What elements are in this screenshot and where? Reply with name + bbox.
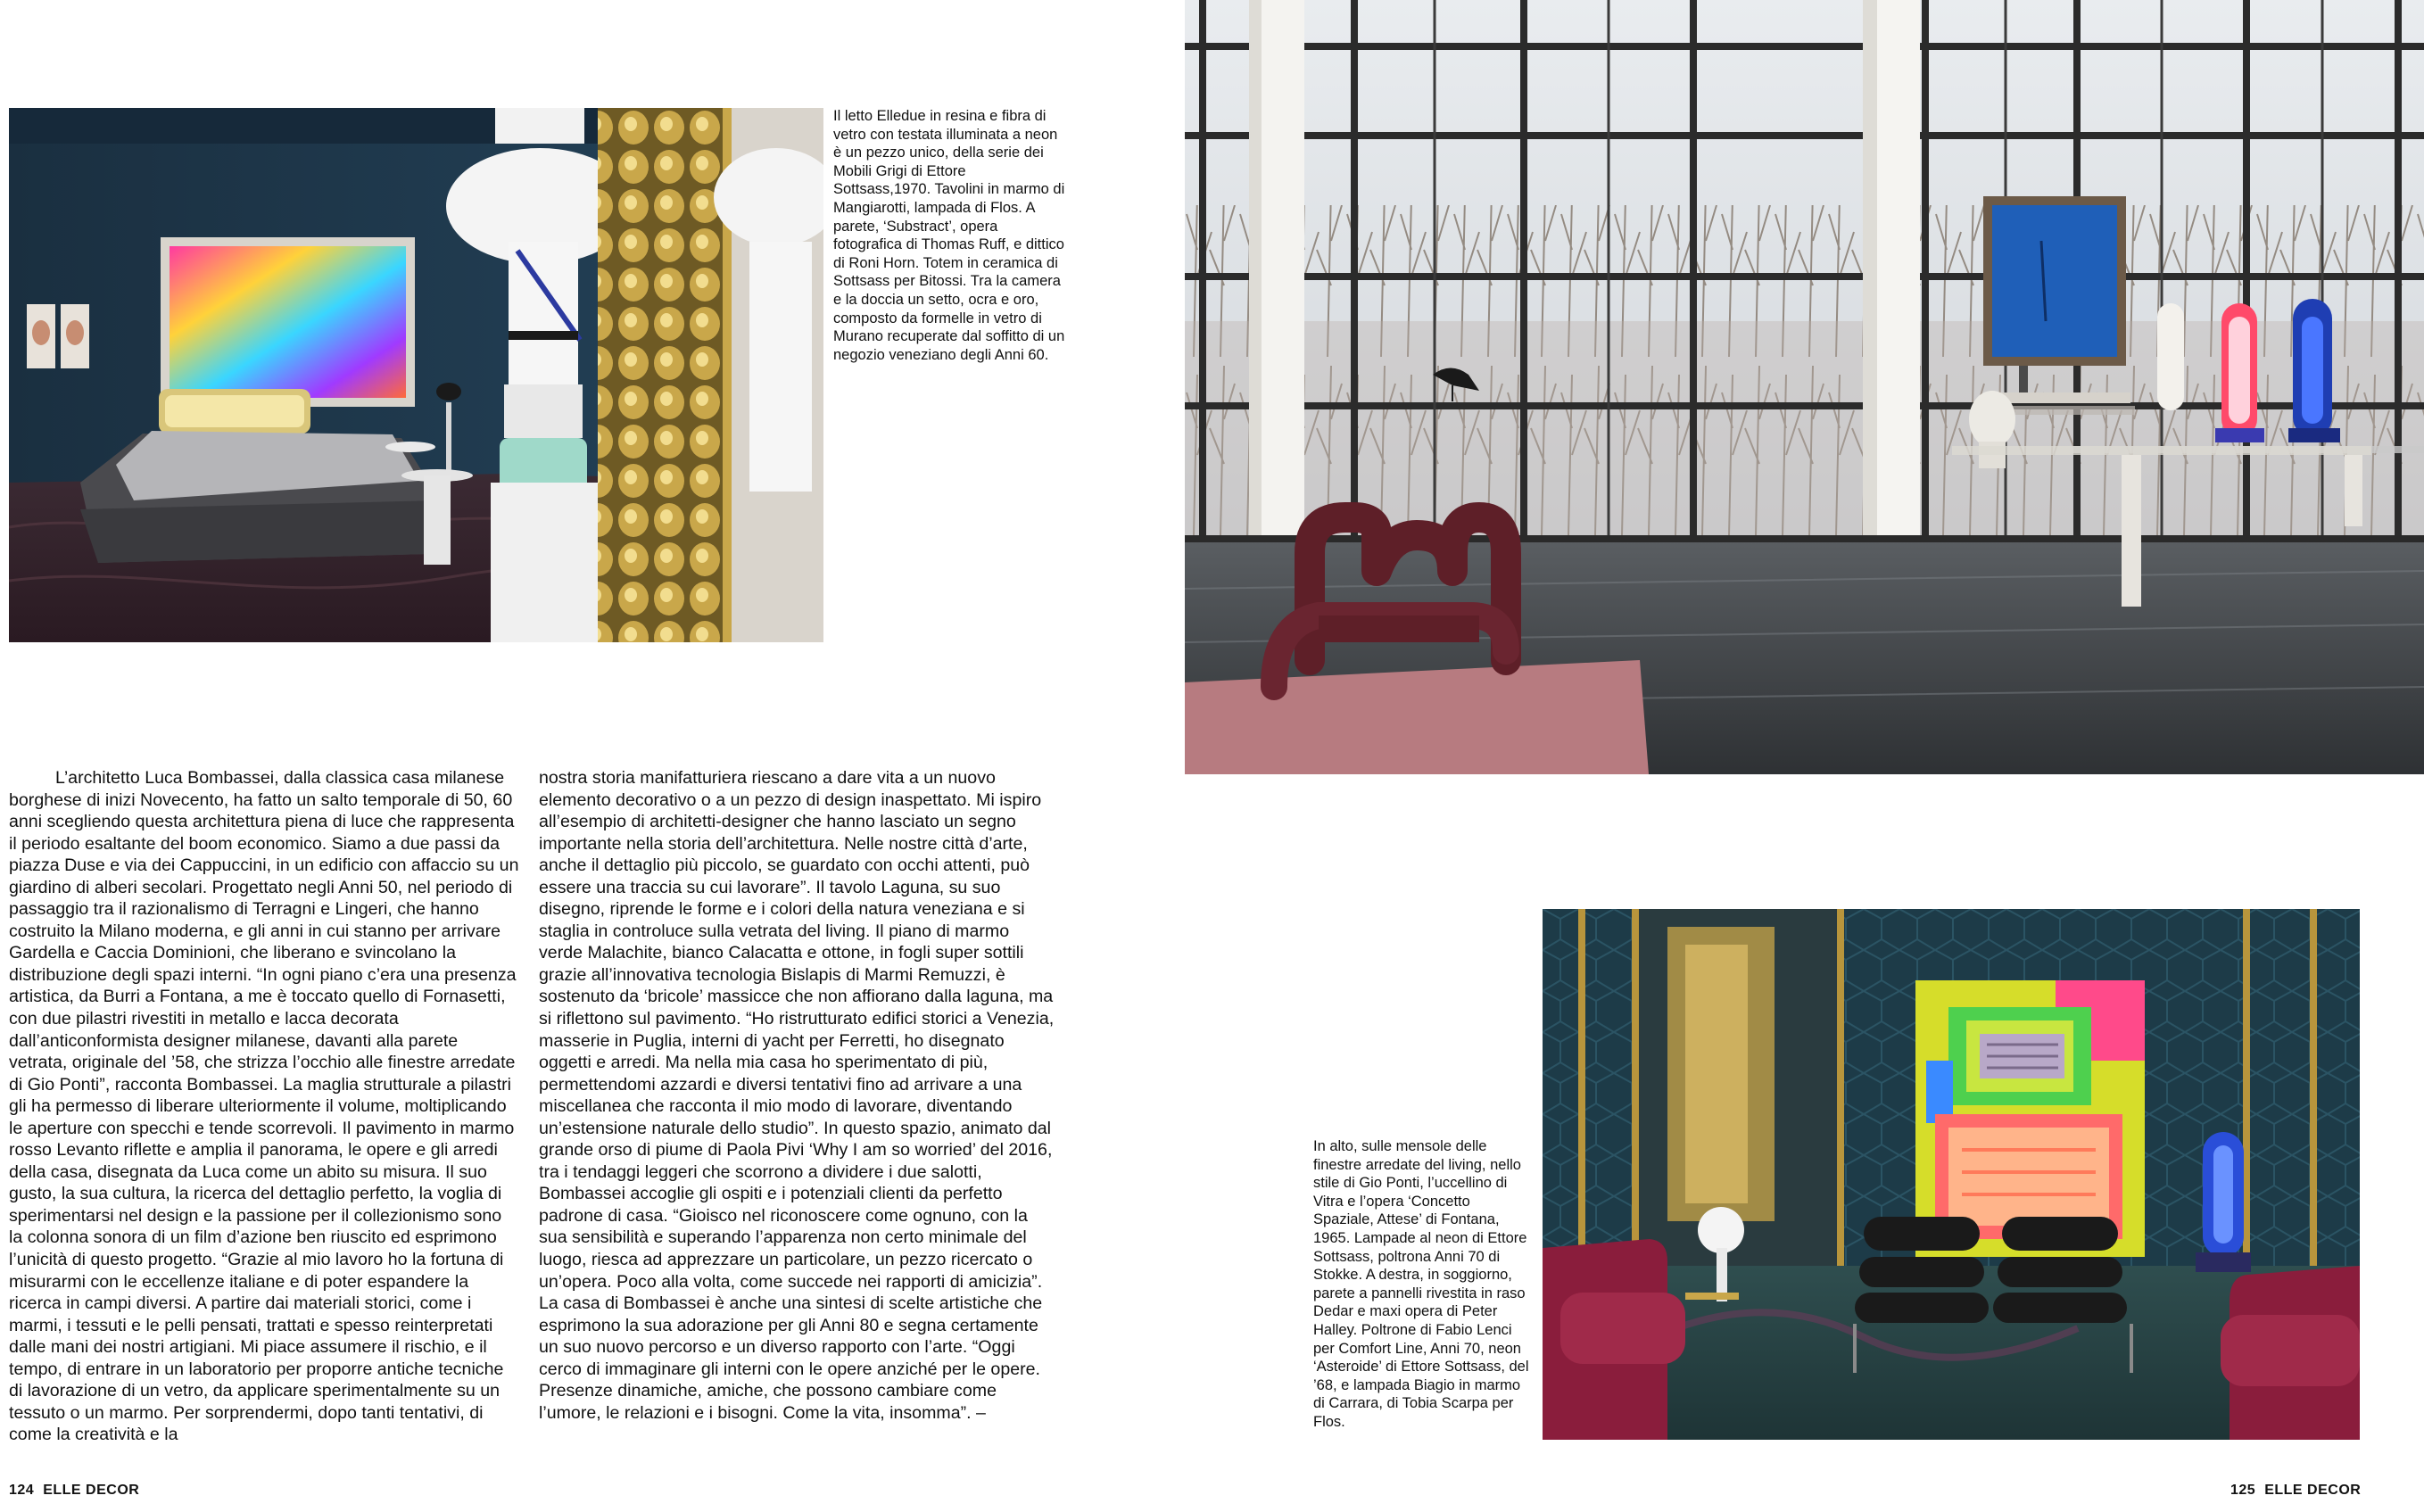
page-number-right: 125 — [2230, 1483, 2256, 1498]
article-column-2 — [539, 767, 1055, 1424]
photo-living-room — [1543, 909, 2360, 1440]
photo-living-window — [1185, 0, 2424, 774]
photo-bedroom — [9, 108, 823, 642]
article-text-col2: nostra storia manifatturiera riescano a dare vita a un nuovo elemento decorativo o a un pezzo di design inaspettato. Mi ispiro all’esempio di architetti-designer che hanno lasciato un segno importante nella storia dell’architettura. Nelle nostre città d’arte, anche il dettaglio più piccolo, se guardato con occhi attenti, può essere una traccia su cui lavorare”. Il tavolo Laguna, su suo disegno, riprende le forme e i colori della natura veneziana e si staglia in controluce sulla vetrata del living. Il piano di marmo verde Malachite, bianco Calacatta e ottone, in fogli super sottili grazie all’innovativa tecnologia Bislapis di Marmi Remuzzi, è sostenuto da ‘bricole’ massicce che non affiorano dalla laguna, ma si riflettono sul pavimento. “Ho ristrutturato edifici storici a Venezia, masserie in Puglia, interni di yacht per Ferretti, ho disegnato oggetti e arredi. Ma nella mia casa ho sperimentato di più, permettendomi azzardi e diversi tentativi fino ad arrivare a una miscellanea che racconta il mio modo di lavorare, diventando un’estensione naturale dello studio”. In questo spazio, animato dal grande orso di piume di Paola Pivi ‘Why I am so worried’ del 2016, tra i tendaggi leggeri che scorrono a dividere i due salotti, Bombassei accoglie gli ospiti e i potenziali clienti da perfetto padrone di casa. “Gioisco nel riconoscere come ognuno, con la sua sensibilità e superando l’apparenza non certo minimale del luogo, riesca ad apprezzare un particolare, un pezzo ricercato o un’opera. Poco alla volta, come succede nei rapporti di amicizia”. La casa di Bombassei è anche una sintesi di scelte artistiche che esprimono la sua adorazione per gli Anni 80 e segna certamente un suo nuovo percorso e un diverso rapporto con l’arte. “Oggi cerco di immaginare gli interni con le opere anziché per le opere. Presenze dinamiche, amiche, che possono cambiare come l’umore, le relazioni e i bisogni. Come la vita, insomma”. – — [539, 768, 1055, 1423]
article-text-col1: L’architetto Luca Bombassei, dalla classica casa milanese borghese di inizi Novecento, ha fatto un salto temporale di 50, 60 anni scegliendo questa architettura piena di luce che rappresenta il periodo esaltante del boom economico. Siamo a due passi da piazza Duse e via dei Cappuccini, in un edificio con affaccio su un giardino di alberi secolari. Progettato negli Anni 50, nel periodo di passaggio tra il razionalismo di Terragni e Lingeri, che hanno costruito la Milano moderna, e gli anni in cui stanno per arrivare Gardella e Caccia Dominioni, che liberano e svincolano la distribuzione degli spazi interni. “In ogni piano c’era una presenza artistica, da Burri a Fontana, a me è toccato quello di Fornasetti, con due pilastri rivestiti in metallo e lacca decorata dall’anticonformista designer milanese, davanti alla parete vetrata, originale del ’58, che strizza l’occhio alle finestre arredate di Gio Ponti”, racconta Bombassei. La maglia strutturale a pilastri gli ha permesso di liberare ulteriormente il volume, moltiplicando le aperture con specchi e tende scorrevoli. Il pavimento in marmo rosso Levanto riflette e amplia il panorama, le opere e gli arredi della casa, disegnata da Luca come un abito su misura. Il suo gusto, la sua cultura, la ricerca del dettaglio perfetto, la voglia di sperimentarsi nel design e la passione per il collezionismo sono la colonna sonora di un film d’azione ben riuscito ed esprimono l’unicità di questo progetto. “Grazie al mio lavoro ho la fortuna di misurarmi con le eccellenze italiane e di poter espandere la ricerca in campi diversi. A partire dai materiali storici, come i marmi, i tessuti e le pelli pensati, trattati e spesso reinterpretati dalle mani dei nostri artigiani. Mi piace assumere il rischio, e il tempo, di entrare in un laboratorio per proporre antiche tecniche di lavorazione di un vetro, da applicare sperimentalmente su un tessuto o un marmo. Per sorprendermi, dopo tanti tentativi, di come la creatività e la — [9, 768, 519, 1445]
article-column-1 — [9, 767, 519, 1446]
caption-living-room: In alto, sulle mensole delle finestre arredate del living, nello stile di Gio Ponti, l’uccellino di Vitra e l’opera ‘Concetto Spaziale, Attese’ di Fontana, 1965. Lampade al neon di Ettore Sottsass, poltrona Anni 70 di Stokke. A destra, in soggiorno, parete a pannelli rivestita in raso Dedar e maxi opera di Peter Halley. Poltrone di Fabio Lenci per Comfort Line, Anni 70, neon ‘Asteroide’ di Ettore Sottsass, del ’68, e lampada Biagio in marmo di Carrara, di Tobia Scarpa per Flos. — [1313, 1138, 1529, 1430]
magazine-name-left: ELLE DECOR — [43, 1483, 140, 1498]
folio-right — [2230, 1483, 2361, 1499]
folio-left — [9, 1483, 139, 1499]
magazine-name-right: ELLE DECOR — [2264, 1483, 2362, 1498]
caption-bedroom: Il letto Elledue in resina e fibra di vetro con testata illuminata a neon è un pezzo unico, della serie dei Mobili Grigi di Ettore Sottsass,1970. Tavolini in marmo di Mangiarotti, lampada di Flos. A parete, ‘Substract’, opera fotografica di Thomas Ruff, e dittico di Roni Horn. Totem in ceramica di Sottsass per Bitossi. Tra la camera e la doccia un setto, ocra e oro, composto da formelle in vetro di Murano recuperate dal soffitto di un negozio veneziano degli Anni 60. — [833, 108, 1065, 363]
page-number-left: 124 — [9, 1483, 35, 1498]
